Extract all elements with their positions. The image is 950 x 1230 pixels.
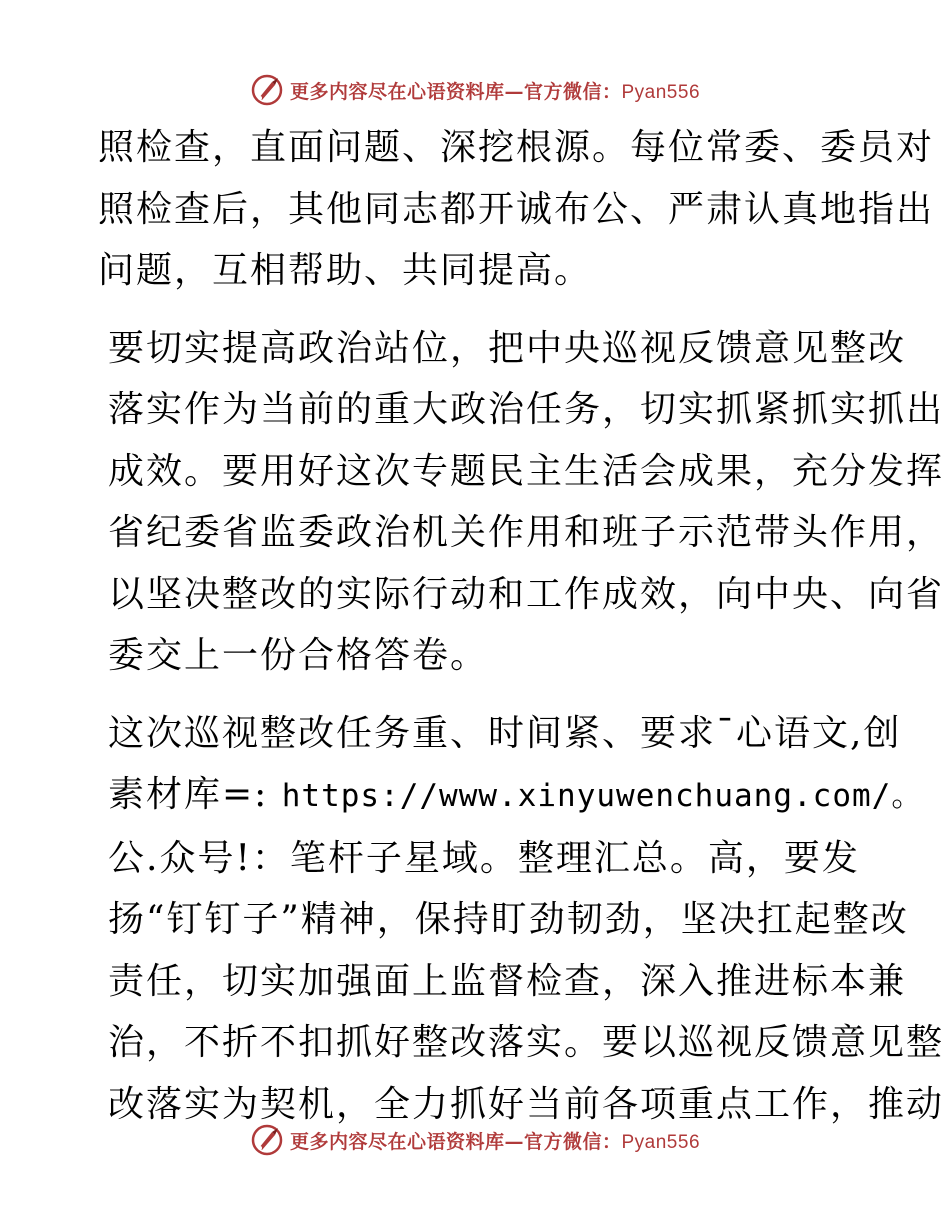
paragraph-2 <box>98 318 945 687</box>
page-header <box>0 70 950 110</box>
text-line: 责任，切实加强面上监督检查，深入推进标本兼 <box>108 960 907 1002</box>
watermark-header <box>250 73 700 107</box>
text-line: 治，不折不扣抓好整改落实。要以巡视反馈意见整 <box>108 1022 945 1063</box>
text-line: 公.众号!：笔杆子星域。整理汇总。高，要发 <box>108 837 860 879</box>
watermark-text <box>290 1127 700 1154</box>
text-line: 以坚决整改的实际行动和工作成效，向中央、向省 <box>108 573 945 615</box>
text-line <box>98 764 924 828</box>
watermark-footer <box>250 1123 700 1157</box>
watermark-wechat-id: Pyan556 <box>621 81 701 103</box>
text-fragment: 素材库=: <box>108 774 269 815</box>
text-line: 改落实为契机，全力抓好当前各项重点工作，推动 <box>108 1083 945 1125</box>
watermark-wechat-id: Pyan556 <box>621 1131 701 1153</box>
paragraph-3 <box>98 703 945 1136</box>
watermark-text <box>290 77 700 104</box>
text-line: 成效。要用好这次专题民主生活会成果，充分发挥 <box>108 450 945 492</box>
page-footer <box>0 1120 950 1160</box>
text-line: 落实作为当前的重大政治任务，切实抓紧抓实抓出 <box>108 389 945 430</box>
text-line: 省纪委省监委政治机关作用和班子示范带头作用， <box>108 512 945 553</box>
paragraph-1 <box>98 117 935 302</box>
watermark-label: 更多内容尽在心语资料库—官方微信： <box>289 80 622 103</box>
quill-logo-icon <box>250 1123 284 1157</box>
website-url: https://www.xinyuwenchuang.com/。 <box>281 778 924 814</box>
text-line: 问题，互相帮助、共同提高。 <box>98 250 593 291</box>
text-line: 扬“钉钉子”精神，保持盯劲韧劲，坚决扛起整改 <box>108 899 909 940</box>
text-line: 要切实提高政治站位，把中央巡视反馈意见整改 <box>108 327 907 369</box>
text-line: 委交上一份合格答卷。 <box>108 635 489 676</box>
watermark-label: 更多内容尽在心语资料库—官方微信： <box>289 1130 622 1153</box>
text-line: 照检查，直面问题、深挖根源。每位常委、委员对 <box>98 127 935 168</box>
quill-logo-icon <box>250 73 284 107</box>
text-line: 这次巡视整改任务重、时间紧、要求¯心语文,创 <box>108 712 902 754</box>
text-line: 照检查后，其他同志都开诚布公、严肃认真地指出 <box>98 188 935 230</box>
document-body <box>98 117 945 1151</box>
